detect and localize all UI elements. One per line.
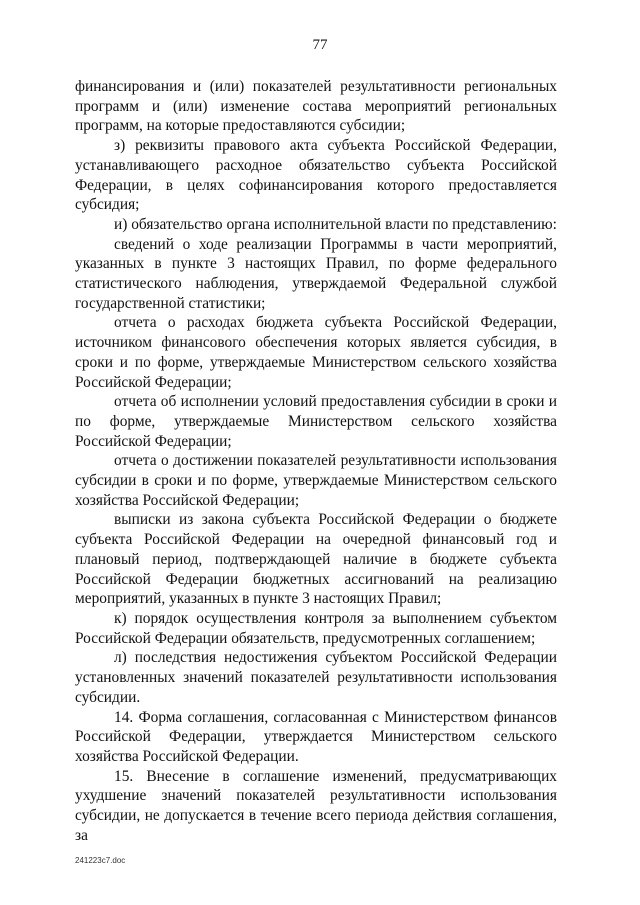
paragraph: отчета об исполнении условий предоставления субсидии в сроки и по форме, утверждаемые Министерством сельского хозяйства Российской Федерации; [75, 393, 557, 450]
paragraph: отчета о расходах бюджета субъекта Российской Федерации, источником финансового обеспечения которых является субсидия, в сроки и по форме, утверждаемые Министерством сельского хозяйства Российской Федерации; [75, 314, 557, 391]
paragraph: л) последствия недостижения субъектом Российской Федерации установленных значений показателей результативности использования субсидии. [75, 649, 557, 706]
document-body [75, 77, 557, 845]
paragraph: финансирования и (или) показателей результативности региональных программ и (или) изменение состава мероприятий региональных программ, на которые предоставляются субсидии; [75, 78, 557, 135]
file-name-footer: 241223c7.doc [75, 856, 126, 865]
paragraph: сведений о ходе реализации Программы в части мероприятий, указанных в пункте 3 настоящих Правил, по форме федерального статистического наблюдения, утверждаемой Федеральной службой государственной статистики; [75, 235, 557, 312]
paragraph: и) обязательство органа исполнительной власти по представлению: [114, 215, 557, 233]
paragraph: 14. Форма соглашения, согласованная с Министерством финансов Российской Федерации, утверждается Министерством сельского хозяйства Российской Федерации. [75, 708, 557, 765]
paragraph: 15. Внесение в соглашение изменений, предусматривающих ухудшение значений показателей результативности использования субсидии, не допускается в течение всего периода действия соглашения, за [75, 767, 557, 844]
paragraph: отчета о достижении показателей результативности использования субсидии в сроки и по форме, утверждаемые Министерством сельского хозяйства Российской Федерации; [75, 452, 557, 509]
paragraph: к) порядок осуществления контроля за выполнением субъектом Российской Федерации обязательств, предусмотренных соглашением; [75, 609, 557, 647]
paragraph: выписки из закона субъекта Российской Федерации о бюджете субъекта Российской Федерации на очередной финансовый год и плановый период, подтверждающей наличие в бюджете субъекта Российской Федерации бюджетных ассигнований на реализацию мероприятий, указанных в пункте 3 настоящих Правил; [75, 511, 557, 608]
paragraph: з) реквизиты правового акта субъекта Российской Федерации, устанавливающего расходное обязательство субъекта Российской Федерации, в целях софинансирования которого предоставляется субсидия; [75, 137, 557, 214]
page-number: 77 [312, 37, 328, 53]
